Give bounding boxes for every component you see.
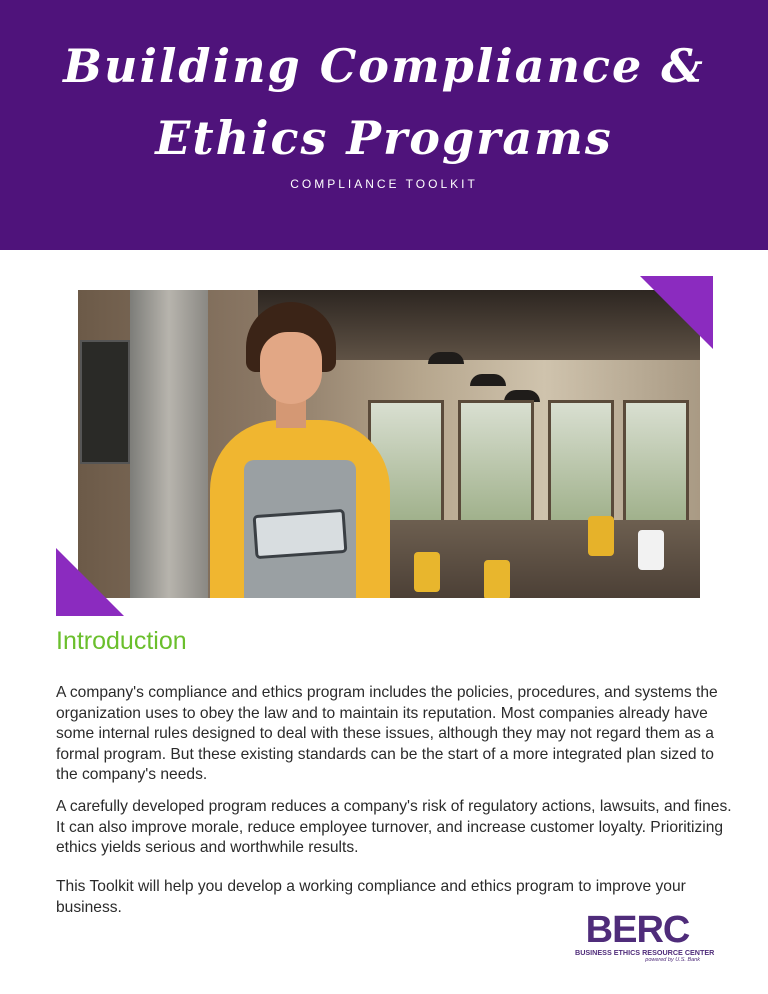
intro-paragraph-2: A carefully developed program reduces a company's risk of regulatory actions, lawsuits, and fines. It can also improve morale, reduce employee turnover, and increase customer loyalty. Prioritizing ethics yields serious and worthwhile results. xyxy=(56,798,732,856)
page-title-line-2: Ethics Programs xyxy=(155,111,613,165)
logo-powered-by: powered by U.S. Bank xyxy=(645,957,700,963)
logo-name: BUSINESS ETHICS RESOURCE CENTER xyxy=(575,948,715,957)
photo-menu-board xyxy=(80,340,130,464)
photo-chair xyxy=(484,560,510,598)
berc-logo xyxy=(575,909,715,968)
logo-mark: BERC xyxy=(585,909,690,951)
hero-photo xyxy=(78,290,700,598)
photo-pillar xyxy=(130,290,208,598)
page-title-line-1: Building Compliance & xyxy=(63,39,705,93)
photo-tablet xyxy=(253,509,348,559)
photo-window xyxy=(548,400,614,526)
photo-window xyxy=(458,400,534,526)
intro-paragraph-1: A company's compliance and ethics program includes the policies, procedures, and systems the organization uses to obey the law and to maintain its reputation. Most companies already have some internal rules designed to deal with these issues, although they may not regard them as a formal program. But these existing standards can be the start of a more integrated plan sized to the company's needs. xyxy=(56,684,718,783)
photo-pendant-lamp xyxy=(428,352,464,364)
photo-chair xyxy=(638,530,664,570)
page-subtitle: COMPLIANCE TOOLKIT xyxy=(290,177,478,191)
photo-pendant-lamp xyxy=(470,374,506,386)
photo-person-face xyxy=(260,332,322,404)
photo-chair xyxy=(414,552,440,592)
photo-window xyxy=(623,400,689,526)
photo-chair xyxy=(588,516,614,556)
intro-paragraph-3: This Toolkit will help you develop a working compliance and ethics program to improve your business. xyxy=(56,878,686,916)
section-heading: Introduction xyxy=(56,627,187,655)
header-banner xyxy=(0,0,768,250)
